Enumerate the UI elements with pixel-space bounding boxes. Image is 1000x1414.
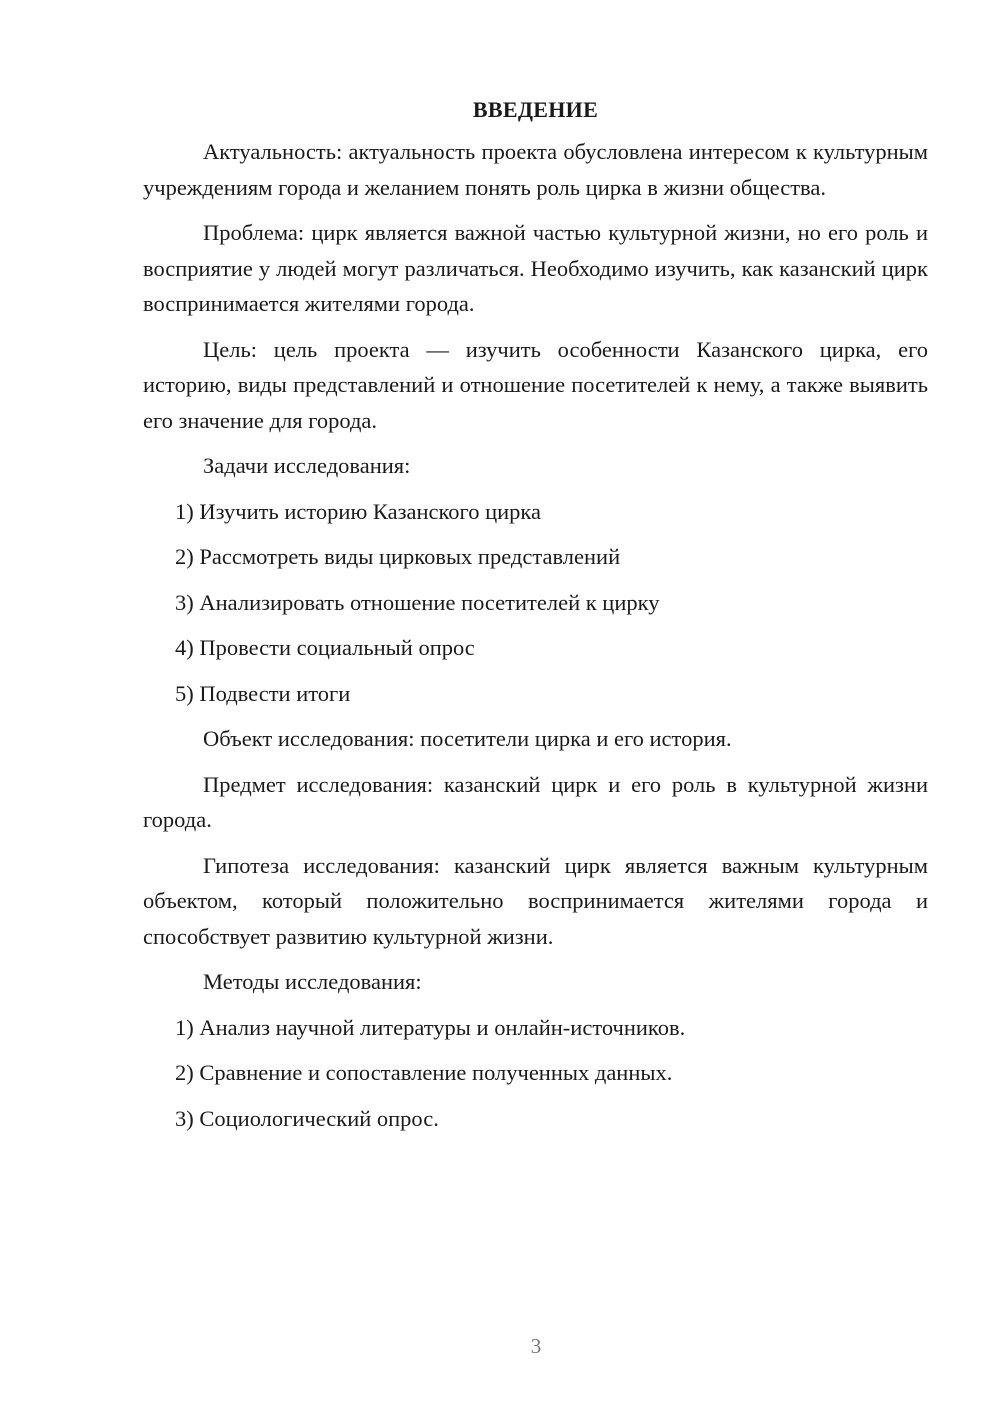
page-number: 3 xyxy=(530,1334,542,1358)
list-item: 2) Сравнение и сопоставление полученных данных. xyxy=(175,1060,673,1085)
goal-paragraph: Цель: цель проекта — изучить особенности Казанского цирка, его историю, виды представлений и отношение посетителей к нему, а также выявить его значение для города. xyxy=(143,336,928,433)
list-item: 2) Рассмотреть виды цирковых представлений xyxy=(175,544,621,569)
list-item: 3) Анализировать отношение посетителей к цирку xyxy=(175,589,660,615)
list-item: 1) Анализ научной литературы и онлайн-источников. xyxy=(175,1014,686,1040)
subject-paragraph: Предмет исследования: казанский цирк и его роль в культурной жизни города. xyxy=(143,771,928,832)
tasks-list xyxy=(143,494,928,712)
list-item: 4) Провести социальный опрос xyxy=(175,635,475,660)
list-item: 1) Изучить историю Казанского цирка xyxy=(175,498,541,524)
list-item: 5) Подвести итоги xyxy=(175,680,351,706)
tasks-heading: Задачи исследования: xyxy=(203,453,411,478)
relevance-paragraph: Актуальность: актуальность проекта обусловлена интересом к культурным учреждениям города и желанием понять роль цирка в жизни общества. xyxy=(143,139,928,200)
list-item: 3) Социологический опрос. xyxy=(175,1105,439,1131)
methods-heading: Методы исследования: xyxy=(203,969,422,994)
object-paragraph: Объект исследования: посетители цирка и его история. xyxy=(203,726,732,751)
section-title: ВВЕДЕНИЕ xyxy=(472,97,599,122)
page-content xyxy=(143,92,928,1146)
problem-paragraph: Проблема: цирк является важной частью культурной жизни, но его роль и восприятие у людей могут различаться. Необходимо изучить, как казанский цирк воспринимается жителями города. xyxy=(143,220,928,316)
methods-list xyxy=(143,1010,928,1137)
hypothesis-paragraph: Гипотеза исследования: казанский цирк является важным культурным объектом, который положительно воспринимается жителями города и способствует развитию культурной жизни. xyxy=(143,852,928,949)
